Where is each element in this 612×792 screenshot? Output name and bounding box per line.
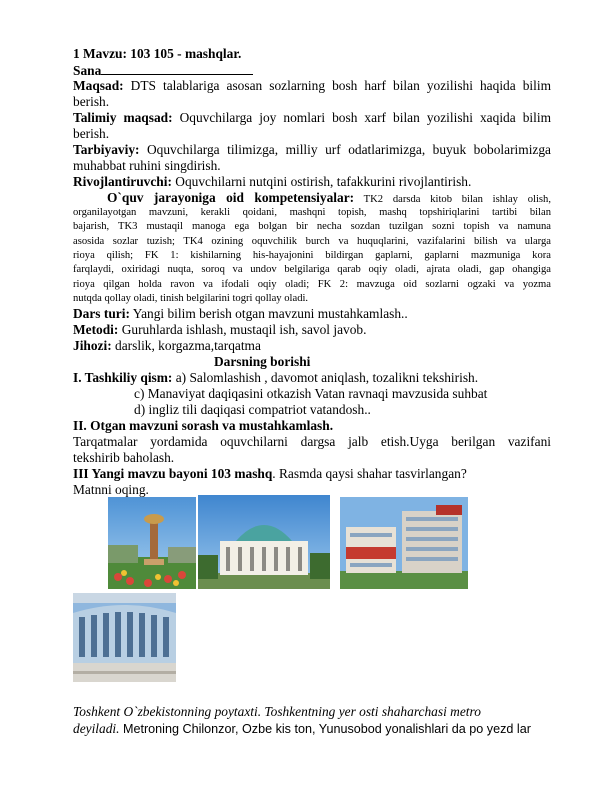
educational-goal: Talimiy maqsad: Oquvchilarga joy nomlari bosh xarf bilan yozilishi xaqida bilim [73,110,551,125]
upbringing-goal: Tarbiyaviy: Oquvchilarga tilimizga, milliy urf odatlarimizga, buyuk bobolarimizga [73,142,551,157]
date-line: Sana [73,62,551,79]
competency-line: bajarish, TK3 mustaqil manoga ega bolgan bir necha sozdan tuzilgan sozni topish va namuna [73,221,551,233]
competency-line: organilayotgan mavzuni, kerakli qoidani, mashqni topish, mashq topshiriqlarini tartibi bilan [73,207,551,218]
lesson-equipment: Jihozi: darslik, korgazma,tarqatma [73,338,261,353]
review-stage-text-2: tekshirib baholash. [73,450,175,465]
educational-goal-2: berish. [73,126,110,141]
competency-line: asosida sozlar tuzish; TK4 ozining oquvchilik burch va huquqlarini, vazifalarini bilish va ularga [73,235,551,247]
review-stage-title: II. Otgan mavzuni sorash va mustahkamlash. [73,418,334,433]
lesson-type: Dars turi: Yangi bilim berish otgan mavzuni mustahkamlash.. [73,306,408,321]
review-stage-text: Tarqatmalar yordamida oquvchilarni dargsa jalb etish.Uyga berilgan vazifani [73,434,551,449]
read-text-instruction: Matnni oqing. [73,482,149,497]
goal-line-2: berish. [73,94,110,109]
upbringing-goal-2: muhabbat ruhini singdirish. [73,158,221,173]
goal-line: Maqsad: DTS talablariga asosan sozlarning bosh harf bilan yozilishi haqida bilim [73,78,551,93]
date-blank [101,62,253,75]
topic-line: 1 Mavzu: 103 105 - mashqlar. [73,46,242,61]
glass-building-photo [73,593,176,682]
new-topic-line: III Yangi mavzu bayoni 103 mashq. Rasmda qaysi shahar tasvirlangan? [73,466,467,481]
lesson-flow-title: Darsning borishi [214,354,311,369]
competency-line: nutqda qollay oladi, tinish belgilarini togri qollay oladi. [73,292,309,304]
spirituality-minute: c) Manaviyat daqiqasini otkazish Vatan ravnaqi mavzusida suhbat [134,386,488,401]
museum-dome-photo [198,495,330,589]
metro-text-line: deyiladi. Metroning Chilonzor, Ozbe kis ton, Yunusobod yonalishlari da po yezd lar [73,721,531,736]
english-minute: d) ingliz tili daqiqasi compatriot vatandosh.. [134,402,371,417]
lesson-method: Metodi: Guruhlarda ishlash, mustaqil ish, savol javob. [73,322,367,337]
organization-stage: I. Tashkiliy qism: a) Salomlashish , davomot aniqlash, tozalikni tekshirish. [73,370,479,385]
developing-goal: Rivojlantiruvchi: Oquvchilarni nutqini ostirish, tafakkurini rivojlantirish. [73,174,472,189]
competencies-heading: O`quv jarayoniga oid kompetensiyalar: TK2 darsda kitob bilan ishlay olish, [107,190,551,205]
competency-line: rioya qilish; FK 1: kishilarning his-hayajonini bildirgan gaplarni, gaplarni mazmuniga kora [73,249,551,261]
hotel-buildings-photo [340,497,468,589]
capital-text-line: Toshkent O`zbekistonning poytaxti. Toshkentning yer osti shaharchasi metro [73,704,481,719]
tashkent-monument-photo [108,497,196,589]
competency-line: farqlaydi, oxiridagi nuqta, soroq va undov belgilariga qarab oqiy oladi, ajrata oladi, gap ohangiga [73,264,551,276]
competency-line: rioya qilgan holda ravon va ifodali oqiy oladi; FK 2: mavzuga oid sozlarni ogzaki va yozma [73,278,551,290]
